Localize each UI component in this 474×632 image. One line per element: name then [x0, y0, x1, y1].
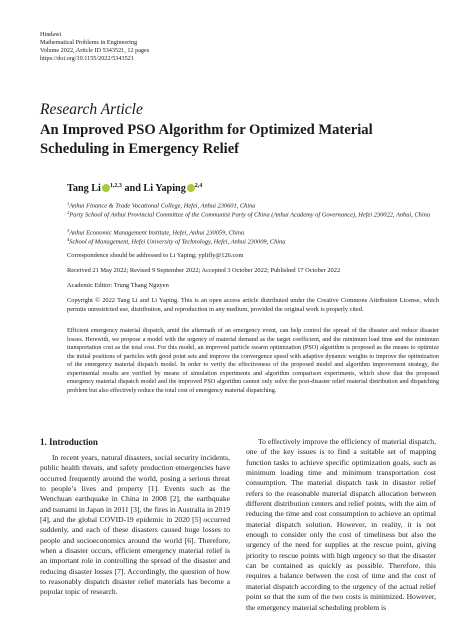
- volume-info: Volume 2022, Article ID 5343521, 12 pages: [40, 47, 150, 54]
- section-heading: 1. Introduction: [40, 437, 98, 447]
- orcid-icon[interactable]: [102, 184, 110, 192]
- paragraph: To effectively improve the efficiency of material dispatch, one of the key issues is to find a suitable set of mapping function tasks to achieve specific optimization goals, such as minimum loading time and minimum transportation cost consumption. The material dispatch task in disaster relief refers to the reasonable material dispatch allocation between different distribution centers and relief points, with the aim of reducing the time and cost consumption to achieve an optimal material dispatch solution. However, in reality, it is not enough to consider only the cost of timeliness but also the urgency of the need for supplies at the rescue point, giving priority to rescue points with high urgency so that the disaster can be contained as quickly as possible. Therefore, this requires a balance between the cost of time and the cost of material dispatch according to the urgency of the actual relief point so that the sum of the two costs is minimized. However, the emergency material scheduling problem is: [246, 437, 436, 612]
- dates: Received 21 May 2022; Revised 9 September 2022; Accepted 3 October 2022; Published 17 October 2022: [67, 267, 341, 274]
- publisher-name: Hindawi: [40, 31, 62, 38]
- paragraph: In recent years, natural disasters, social security incidents, public health threats, and safety production emergencies have occurred frequently around the world, posing a serious threat to people’s lives and property [1]. Events such as the Wenchuan earthquake in China in 2008 [2], the earthquake and tsunami in Japan in 2011 [3], the fires in Australia in 2019 [4], and the global COVID-19 epidemic in 2020 [5] occurred suddenly, and each of these disasters caused huge losses to people and socioeconomics around the world [6]. Therefore, when a disaster occurs, efficient emergency material relief is an important role in controlling the spread of the disaster and reducing disaster losses [7]. Accordingly, the question of how to reasonably dispatch disaster relief materials has become a popular topic of research.: [40, 453, 230, 597]
- affil-text: Anhui Economic Management Institute, Hefei, Anhui 230059, China: [69, 229, 245, 237]
- academic-editor: Academic Editor: Trung Thang Nguyen: [67, 282, 169, 289]
- affil-text: School of Management, Hefei University of Technology, Hefei, Anhui 230009, China: [69, 238, 286, 246]
- affil-number: 1: [67, 201, 70, 206]
- affil-number: 3: [67, 228, 70, 233]
- journal-header: [40, 31, 149, 63]
- abstract: Efficient emergency material dispatch, amid the aftermath of an emergency event, can help control the spread of the disaster and reduce disaster losses. Herewith, we propose a model with the urgency of material demand as the target coefficient, and the minimum load time and the minimum transportation cost as the total cost. For this model, an improved particle swarm optimization (PSO) algorithm is proposed as the means to optimize the initial positions of particles with good point sets and improve the convergence speed with adaptive dynamic weights to improve the optimization of the emergency material dispatch model. In order to verify the effectiveness of the proposed model and algorithm improvement strategy, the experimental results are verified by means of simulation experiments and algorithm comparison experiments, which show that the proposed emergency material dispatch model and the improved PSO algorithm cannot only solve the post-disaster relief material distribution and dispatching problem but also effectively reduce the total cost of emergency material dispatching.: [67, 327, 439, 394]
- author-affil: 1,2,3: [109, 183, 122, 189]
- author-name: Li Yaping: [143, 183, 186, 194]
- correspondence: Correspondence should be addressed to Li Yaping; yplifly@126.com: [67, 252, 244, 259]
- orcid-icon[interactable]: [187, 184, 195, 192]
- affil-text: Anhui Finance & Trade Vocational College, Hefei, Anhui 230601, China: [69, 202, 256, 210]
- affiliation: [67, 236, 439, 247]
- author-line: [67, 183, 202, 194]
- doi-link[interactable]: https://doi.org/10.1155/2022/5343521: [40, 55, 134, 62]
- journal-name: Mathematical Problems in Engineering: [40, 39, 138, 46]
- author-affil: 2,4: [194, 183, 203, 189]
- article-type: Research Article: [40, 101, 143, 118]
- affil-number: 4: [67, 237, 70, 242]
- copyright-notice: Copyright © 2022 Tang Li and Li Yaping. This is an open access article distributed under the Creative Commons Attribution License, which permits unrestricted use, distribution, and reproduction in any medium, provided the original work is properly cited.: [67, 297, 439, 313]
- affil-number: 2: [67, 210, 70, 215]
- body-column-right: [246, 437, 436, 613]
- affiliation: [67, 209, 439, 220]
- author-conjunction: and: [124, 183, 141, 194]
- article-title: An Improved PSO Algorithm for Optimized Material Scheduling in Emergency Relief: [40, 122, 373, 157]
- body-column-left: [40, 453, 230, 598]
- author-name: Tang Li: [67, 183, 101, 194]
- affil-text: Party School of Anhui Provincial Committee of the Communist Party of China (Anhui Academy of Governance), Hefei 230022, Anhui, China: [69, 211, 431, 219]
